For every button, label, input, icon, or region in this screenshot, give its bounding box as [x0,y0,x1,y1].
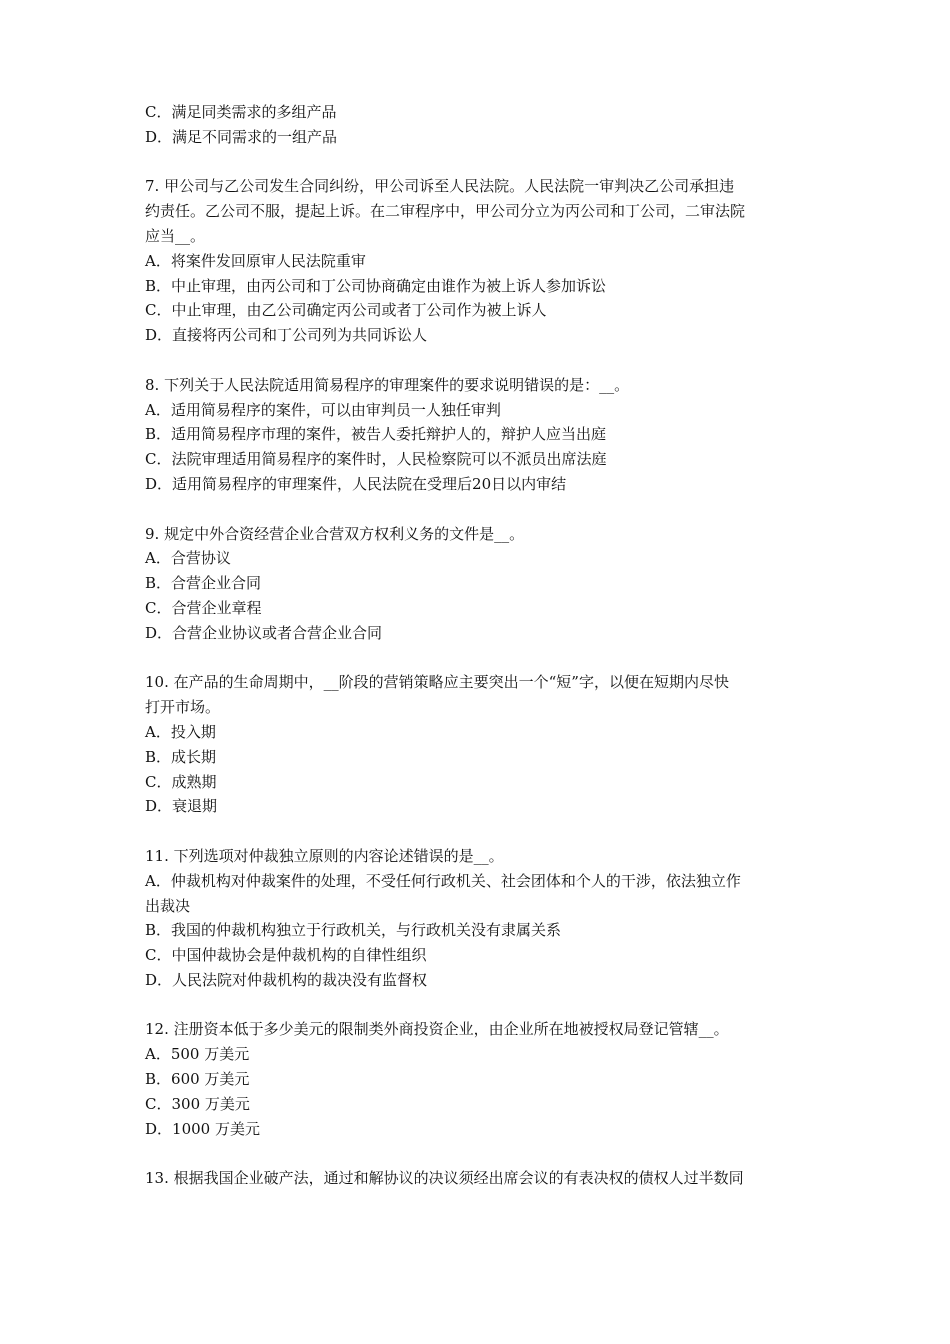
question-stem: 12. 注册资本低于多少美元的限制类外商投资企业，由企业所在地被授权局登记管辖__。 [145,1020,729,1039]
question-12 [145,1017,825,1141]
option-line: D．合营企业协议或者合营企业合同 [145,623,383,642]
question-stem: 8. 下列关于人民法院适用简易程序的审理案件的要求说明错误的是：__。 [145,375,630,394]
question-7 [145,174,825,348]
option-line: D．满足不同需求的一组产品 [145,127,338,146]
question-stem: 打开市场。 [145,698,221,717]
question-stem: 9. 规定中外合资经营企业合营双方权利义务的文件是__。 [145,524,525,543]
option-line: C．满足同类需求的多组产品 [145,103,337,121]
option-line: A．将案件发回原审人民法院重审 [145,251,366,270]
option-line: B．我国的仲裁机构独立于行政机关，与行政机关没有隶属关系 [145,921,562,940]
option-line: A．投入期 [145,722,216,741]
option-line: C．中止审理，由乙公司确定丙公司或者丁公司作为被上诉人 [145,301,547,320]
question-stem: 约责任。乙公司不服，提起上诉。在二审程序中，甲公司分立为丙公司和丁公司，二审法院 [145,202,746,221]
option-line: B．合营企业合同 [145,574,262,593]
question-stem: 10. 在产品的生命周期中，__阶段的营销策略应主要突出一个“短”字，以便在短期内尽快 [145,673,729,692]
question-8 [145,373,825,497]
question-stem: 13. 根据我国企业破产法，通过和解协议的决议须经出席会议的有表决权的债权人过半数同 [145,1169,744,1188]
option-line: B．适用简易程序市理的案件，被告人委托辩护人的，辩护人应当出庭 [145,425,607,444]
question-10 [145,670,825,819]
option-line: C．中国仲裁协会是仲裁机构的自律性组织 [145,946,427,965]
option-line: A．500 万美元 [145,1045,250,1064]
intro-options [145,100,825,150]
document-content [145,100,825,1191]
question-9 [145,522,825,646]
option-line: B．成长期 [145,747,217,766]
option-line: A．合营协议 [145,549,231,568]
option-line: A．仲裁机构对仲裁案件的处理，不受任何行政机关、社会团体和个人的干涉，依法独立作 [145,871,741,890]
option-line: C．合营企业章程 [145,598,262,617]
option-line: A．适用简易程序的案件，可以由审判员一人独任审判 [145,400,501,419]
option-line: C．法院审理适用简易程序的案件时，人民检察院可以不派员出席法庭 [145,450,607,469]
option-line: D．衰退期 [145,797,218,816]
option-line: D．适用简易程序的审理案件，人民法院在受理后20日以内审结 [145,474,567,493]
option-line: B．中止审理，由丙公司和丁公司协商确定由谁作为被上诉人参加诉讼 [145,276,607,295]
option-line: C．成熟期 [145,772,217,791]
question-13 [145,1166,825,1191]
option-line: 出裁决 [145,896,191,915]
option-line: D．1000 万美元 [145,1119,260,1138]
question-11 [145,844,825,993]
option-line: B．600 万美元 [145,1070,250,1089]
question-stem: 应当__。 [145,226,206,245]
question-stem: 11. 下列选项对仲裁独立原则的内容论述错误的是__。 [145,846,504,865]
option-line: D．人民法院对仲裁机构的裁决没有监督权 [145,970,428,989]
question-stem: 7. 甲公司与乙公司发生合同纠纷，甲公司诉至人民法院。人民法院一审判决乙公司承担违 [145,177,735,196]
option-line: D．直接将丙公司和丁公司列为共同诉讼人 [145,326,428,345]
option-line: C．300 万美元 [145,1094,250,1113]
